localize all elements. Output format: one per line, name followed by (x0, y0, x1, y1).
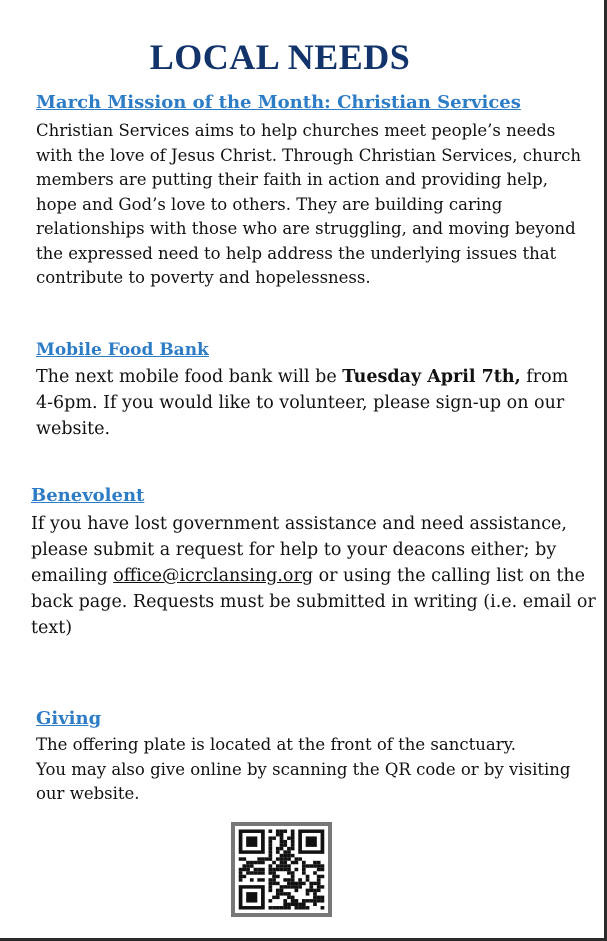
food-bank-paragraph (36, 364, 568, 442)
benevolent-line: If you have lost government assistance and need assistance, (31, 514, 567, 534)
benevolent-text: or using the calling list on the (313, 566, 586, 586)
mission-heading: March Mission of the Month: Christian Services (36, 92, 521, 113)
giving-line: our website. (36, 784, 140, 803)
food-bank-heading: Mobile Food Bank (36, 340, 209, 360)
food-bank-line (36, 364, 568, 390)
qr-code-icon[interactable] (231, 822, 332, 917)
food-bank-line: 4-6pm. If you would like to volunteer, please sign-up on our (36, 393, 565, 413)
benevolent-line: text) (31, 618, 73, 638)
mission-line: the expressed need to help address the underlying issues that (36, 243, 557, 263)
giving-paragraph (36, 733, 570, 807)
benevolent-text: emailing (31, 566, 114, 586)
benevolent-line (31, 563, 596, 589)
mission-line: members are putting their faith in action and providing help, (36, 170, 548, 189)
mission-line: hope and God’s love to others. They are building caring (36, 194, 503, 214)
food-bank-date: Tuesday April 7th, (342, 367, 521, 387)
mission-line: relationships with those who are struggling, and moving beyond (36, 219, 576, 238)
food-bank-text: from (520, 367, 569, 387)
mission-line: Christian Services aims to help churches meet people’s needs (36, 121, 556, 140)
email-link[interactable]: office@icrclansing.org (113, 566, 314, 586)
giving-heading: Giving (36, 708, 102, 729)
giving-line: The offering plate is located at the front of the sanctuary. (36, 735, 516, 754)
benevolent-paragraph (31, 511, 596, 641)
benevolent-line: back page. Requests must be submitted in writing (i.e. email or (31, 592, 596, 612)
food-bank-text: The next mobile food bank will be (36, 367, 343, 387)
page-title: LOCAL NEEDS (149, 37, 411, 77)
benevolent-line: please submit a request for help to your deacons either; by (31, 540, 557, 560)
mission-line: contribute to poverty and hopelessness. (36, 268, 371, 287)
qr-code-graphic (235, 826, 328, 913)
giving-line: You may also give online by scanning the QR code or by visiting (36, 759, 571, 779)
food-bank-line: website. (36, 419, 111, 439)
benevolent-heading: Benevolent (31, 485, 145, 506)
mission-line: with the love of Jesus Christ. Through Christian Services, church (36, 145, 581, 165)
mission-paragraph (36, 119, 581, 291)
